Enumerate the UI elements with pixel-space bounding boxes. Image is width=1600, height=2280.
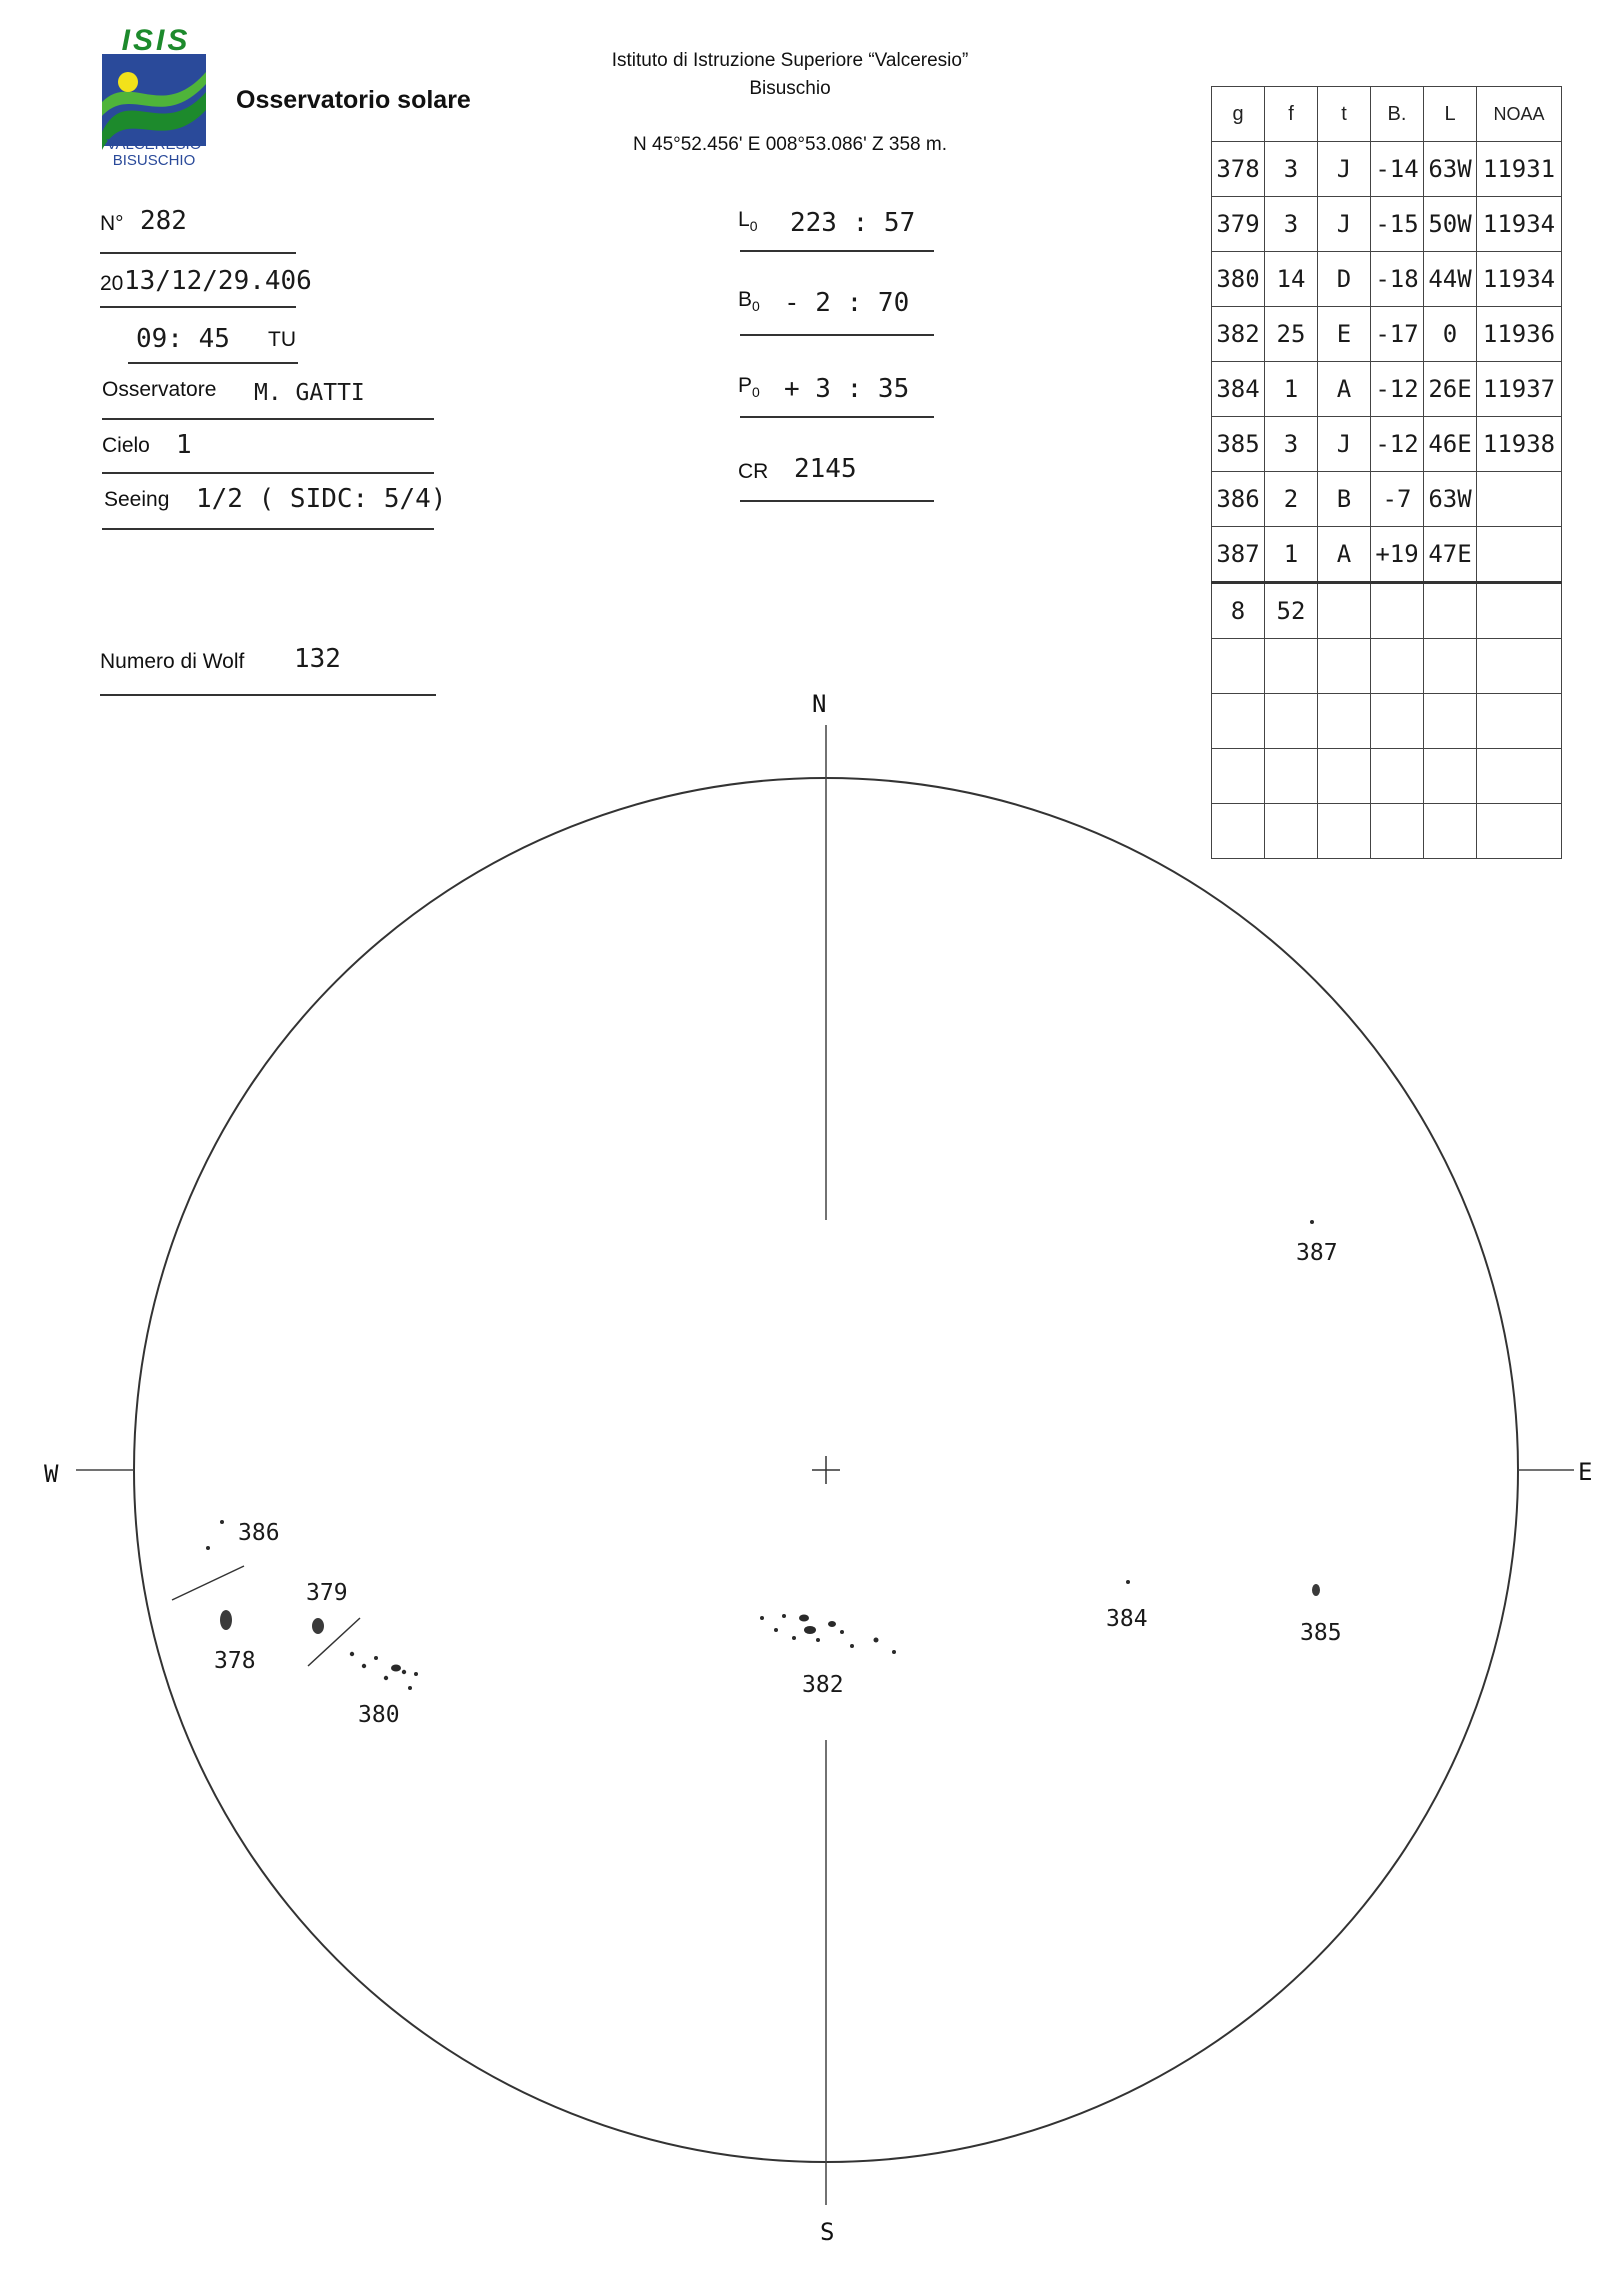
- cell-lat: -12: [1371, 417, 1424, 472]
- sunspot-380: [384, 1676, 388, 1680]
- sunspot-387: [1310, 1220, 1314, 1224]
- sunspot-378: [220, 1610, 232, 1630]
- cell-lon: 0: [1424, 307, 1477, 362]
- number-value: 282: [140, 206, 187, 236]
- sunspot-380: [402, 1670, 406, 1674]
- cell-noaa: 11937: [1477, 362, 1562, 417]
- time-value: 09: 45: [136, 324, 230, 354]
- cell-spots: 3: [1265, 417, 1318, 472]
- observatory-coordinates: N 45°52.456' E 008°53.086' Z 358 m.: [633, 134, 947, 155]
- cell-group: 8: [1212, 583, 1265, 639]
- cell-type: E: [1318, 307, 1371, 362]
- p0-label: $P_0$: [738, 374, 760, 401]
- cell-noaa: 11938: [1477, 417, 1562, 472]
- cell-lon: 47E: [1424, 527, 1477, 583]
- cell-group: 382: [1212, 307, 1265, 362]
- seeing-label: Seeing: [104, 488, 170, 511]
- cell-lon: 44W: [1424, 252, 1477, 307]
- group-label-387: 387: [1296, 1240, 1338, 1266]
- logo-subtitle-1: VALCERESIO: [106, 136, 202, 153]
- sunspot-380: [414, 1672, 418, 1676]
- sunspot-382: [782, 1614, 786, 1618]
- seeing-value: 1/2 ( SIDC: 5/4): [196, 484, 447, 514]
- observer-value: M. GATTI: [254, 380, 365, 406]
- cell-spots: 14: [1265, 252, 1318, 307]
- north-label: N: [812, 690, 827, 718]
- sky-label: Cielo: [102, 434, 150, 457]
- header-l: L: [1424, 87, 1477, 142]
- group-label-378: 378: [214, 1648, 256, 1674]
- cell-lon: 26E: [1424, 362, 1477, 417]
- cell-lon: 50W: [1424, 197, 1477, 252]
- cr-label: CR: [738, 460, 769, 483]
- institute-town: Bisuschio: [749, 78, 831, 99]
- group-label-384: 384: [1106, 1606, 1148, 1632]
- cell-type: J: [1318, 197, 1371, 252]
- sunspot-382: [892, 1650, 896, 1654]
- sky-value: 1: [176, 430, 192, 460]
- cell-group: 384: [1212, 362, 1265, 417]
- cell-spots: 25: [1265, 307, 1318, 362]
- cell-noaa: 11931: [1477, 142, 1562, 197]
- sunspot-386: [206, 1546, 210, 1550]
- cell-lon: 46E: [1424, 417, 1477, 472]
- cell-lat: -17: [1371, 307, 1424, 362]
- page-title: Osservatorio solare: [236, 86, 471, 114]
- cell-lon: 63W: [1424, 142, 1477, 197]
- cell-spots: 3: [1265, 197, 1318, 252]
- group-label-386: 386: [238, 1520, 280, 1546]
- group-label-380: 380: [358, 1702, 400, 1728]
- sunspot-380: [362, 1664, 366, 1668]
- b0-value: - 2 : 70: [784, 288, 910, 318]
- cell-spots: 1: [1265, 527, 1318, 583]
- header-g: g: [1212, 87, 1265, 142]
- cell-group: 379: [1212, 197, 1265, 252]
- sunspot-380: [350, 1652, 354, 1656]
- cell-lat: -12: [1371, 362, 1424, 417]
- sunspots: [206, 1220, 1320, 1690]
- west-label: W: [44, 1460, 59, 1488]
- cell-noaa: 11934: [1477, 252, 1562, 307]
- sunspot-382: [792, 1636, 796, 1640]
- cell-group: 378: [1212, 142, 1265, 197]
- south-label: S: [820, 2218, 835, 2246]
- sunspot-382: [760, 1616, 764, 1620]
- cell-group: 386: [1212, 472, 1265, 527]
- sunspot-379: [312, 1618, 324, 1634]
- cell-lat: -18: [1371, 252, 1424, 307]
- p0-value: + 3 : 35: [784, 374, 910, 404]
- logo-subtitle-2: BISUSCHIO: [112, 152, 196, 169]
- logo-wordmark: ISIS: [121, 24, 191, 57]
- east-label: E: [1578, 1458, 1593, 1486]
- sunspot-382: [774, 1628, 778, 1632]
- cell-group: 385: [1212, 417, 1265, 472]
- group-label-382: 382: [802, 1672, 844, 1698]
- group-label-385: 385: [1300, 1620, 1342, 1646]
- header-t: t: [1318, 87, 1371, 142]
- cell-type: A: [1318, 527, 1371, 583]
- cell-type: A: [1318, 362, 1371, 417]
- cr-value: 2145: [794, 454, 857, 484]
- sunspot-380: [408, 1686, 412, 1690]
- b0-label: $B_0$: [738, 288, 760, 315]
- sunspot-382: [804, 1626, 816, 1634]
- l0-value: 223 : 57: [790, 208, 916, 238]
- group-label-379: 379: [306, 1580, 348, 1606]
- sunspot-382: [816, 1638, 820, 1642]
- cell-spots: 1: [1265, 362, 1318, 417]
- date-value: 13/12/29.406: [124, 266, 312, 296]
- sunspot-382: [850, 1644, 854, 1648]
- sunspot-384: [1126, 1580, 1130, 1584]
- date-prefix: 20: [100, 272, 124, 295]
- cell-lat: +19: [1371, 527, 1424, 583]
- institute-name: Istituto di Istruzione Superiore “Valceresio”: [611, 50, 969, 71]
- sunspot-382: [874, 1638, 879, 1643]
- observer-label: Osservatore: [102, 378, 217, 401]
- header-noaa: NOAA: [1477, 87, 1562, 142]
- cell-lat: -15: [1371, 197, 1424, 252]
- cell-type: J: [1318, 142, 1371, 197]
- cell-group: 380: [1212, 252, 1265, 307]
- cell-noaa: 11934: [1477, 197, 1562, 252]
- sunspot-382: [799, 1615, 809, 1622]
- header-b: B.: [1371, 87, 1424, 142]
- l0-label: $L_0$: [738, 208, 758, 235]
- cell-spots: 3: [1265, 142, 1318, 197]
- cell-group: 387: [1212, 527, 1265, 583]
- cell-type: J: [1318, 417, 1371, 472]
- sunspot-380: [374, 1656, 378, 1660]
- cell-spots: 2: [1265, 472, 1318, 527]
- sunspot-380: [391, 1665, 401, 1672]
- cell-lon: 63W: [1424, 472, 1477, 527]
- wolf-label: Numero di Wolf: [100, 650, 245, 673]
- sunspot-382: [840, 1630, 844, 1634]
- cell-spots: 52: [1265, 583, 1318, 639]
- number-label: N°: [100, 212, 124, 235]
- group-divider-378: [172, 1566, 244, 1600]
- sunspot-382: [828, 1621, 836, 1627]
- sunspot-385: [1312, 1584, 1320, 1596]
- wolf-value: 132: [294, 644, 341, 674]
- cell-type: B: [1318, 472, 1371, 527]
- time-unit: TU: [268, 328, 296, 351]
- header-f: f: [1265, 87, 1318, 142]
- sunspot-386: [220, 1520, 224, 1524]
- cell-lat: -14: [1371, 142, 1424, 197]
- cell-type: D: [1318, 252, 1371, 307]
- cell-noaa: 11936: [1477, 307, 1562, 362]
- cell-lat: -7: [1371, 472, 1424, 527]
